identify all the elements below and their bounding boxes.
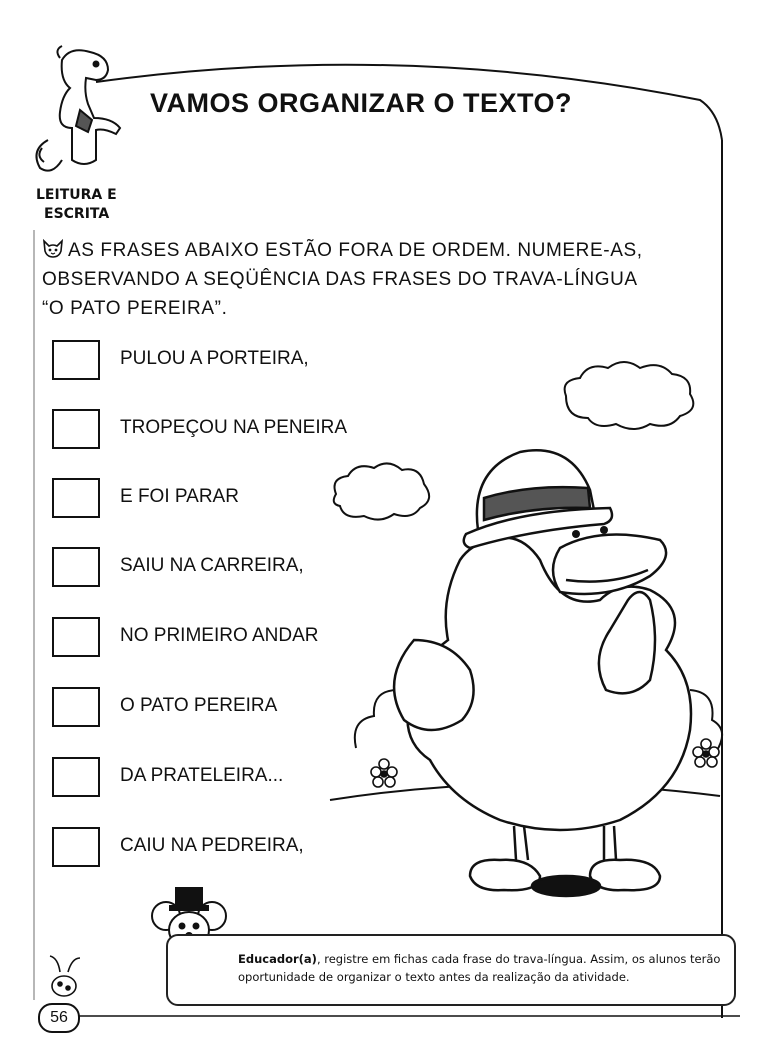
list-item [52, 687, 412, 727]
section-label-line2: ESCRITA [44, 206, 110, 222]
cat-face-icon [42, 239, 64, 259]
phrase-text: E FOI PARAR [120, 486, 239, 507]
number-box[interactable] [52, 409, 100, 449]
phrase-text: SAIU NA CARREIRA, [120, 555, 304, 576]
phrase-text: O PATO PEREIRA [120, 695, 278, 716]
cloud-icon [565, 362, 694, 429]
educator-note [166, 934, 736, 1006]
phrase-text: PULOU A PORTEIRA, [120, 348, 309, 369]
duck-illustration [394, 450, 691, 896]
number-box[interactable] [52, 547, 100, 587]
flower-icon [693, 739, 719, 767]
list-item [52, 478, 412, 518]
educator-note-label: Educador(a) [238, 952, 317, 966]
number-box[interactable] [52, 340, 100, 380]
phrase-text: TROPEÇOU NA PENEIRA [120, 417, 347, 438]
list-item [52, 827, 412, 867]
educator-note-text [238, 950, 724, 986]
number-box[interactable] [52, 827, 100, 867]
section-label-line1: LEITURA E [36, 187, 117, 203]
instructions [42, 236, 732, 323]
number-box[interactable] [52, 617, 100, 657]
list-item [52, 409, 412, 449]
page-number: 56 [38, 1003, 80, 1033]
educator-note-body: , registre em fichas cada frase do trava-língua. Assim, os alunos terão oportunidade de organizar o texto antes da realização da atividade. [238, 952, 721, 984]
list-item [52, 617, 412, 657]
page-title: VAMOS ORGANIZAR O TEXTO? [150, 88, 573, 118]
number-box[interactable] [52, 757, 100, 797]
instructions-line3: “O PATO PEREIRA”. [42, 298, 228, 319]
list-item [52, 757, 412, 797]
number-box[interactable] [52, 478, 100, 518]
phrase-text: CAIU NA PEDREIRA, [120, 835, 304, 856]
horse-mascot-icon [36, 46, 120, 171]
list-item [52, 547, 412, 587]
instructions-line1 [42, 236, 732, 265]
number-box[interactable] [52, 687, 100, 727]
phrase-text: DA PRATELEIRA... [120, 765, 284, 786]
section-label [36, 186, 117, 224]
ladybug-icon [50, 956, 80, 996]
list-item [52, 340, 412, 380]
instructions-line2: OBSERVANDO A SEQÜÊNCIA DAS FRASES DO TRAVA-LÍNGUA [42, 269, 638, 290]
phrase-text: NO PRIMEIRO ANDAR [120, 625, 319, 646]
instructions-text-line1: AS FRASES ABAIXO ESTÃO FORA DE ORDEM. NUMERE-AS, [68, 240, 643, 261]
